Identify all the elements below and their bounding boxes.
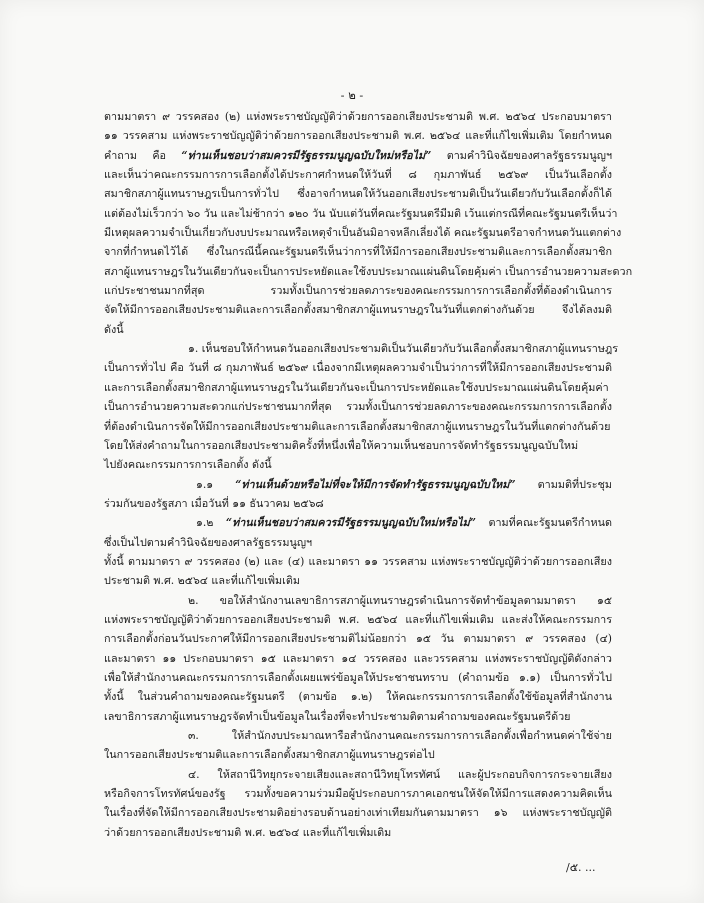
text-line: ทั้งนี้ ตามมาตรา ๙ วรรคสอง (๒) และ (๔) และมาตรา ๑๑ วรรคสาม แห่งพระราชบัญญัติว่าด้วยการออกเสียง [104,554,612,568]
text-line: ดังนี้ [104,322,124,336]
text-line: ๓. ให้สำนักงบประมาณหารือสำนักงานคณะกรรมการการเลือกตั้งเพื่อกำหนดค่าใช้จ่าย [188,729,612,742]
text-line: ๑.๒ “ท่านเห็นชอบว่าสมควรมีรัฐธรรมนูญฉบับใหม่หรือไม่” ตามที่คณะรัฐมนตรีกำหนด [196,516,612,530]
text-line: ร่วมกันของรัฐสภา เมื่อวันที่ ๑๑ ธันวาคม ๒๕๖๘ [104,496,324,510]
text-line: สมาชิกสภาผู้แทนราษฎรเป็นการทั่วไป ซึ่งอาจกำหนดให้วันออกเสียงประชามติเป็นวันเดียวกับวันเลือกตั้งก็ได้ [104,187,612,201]
text-line: หรือกิจการโทรทัศน์ของรัฐ รวมทั้งขอความร่วมมือผู้ประกอบการภาคเอกชนให้จัดให้มีการแสดงความคิดเห็น [104,787,612,801]
continuation-marker: /๕. ... [566,861,596,874]
text-line: เลขาธิการสภาผู้แทนราษฎรจัดทำเป็นข้อมูลในเรื่องที่จะทำประชามติตามคำถามของคณะรัฐมนตรีด้วย [104,709,571,723]
text-line: และการเลือกตั้งสมาชิกสภาผู้แทนราษฎรในวันเดียวกันจะเป็นการประหยัดและใช้งบประมาณแผ่นดินโดยคุ้มค่า [104,380,609,394]
text-line: แต่ต้องไม่เร็วกว่า ๖๐ วัน และไม่ช้ากว่า ๑๒๐ วัน นับแต่วันที่คณะรัฐมนตรีมีมติ เว้นแต่กรณีที่คณะรัฐมนตรีเห็นว่า [104,206,618,220]
text-line: ว่าด้วยการออกเสียงประชามติ พ.ศ. ๒๕๖๔ และที่แก้ไขเพิ่มเติม [104,825,392,839]
text-line: และมาตรา ๑๑ ประกอบมาตรา ๑๕ และมาตรา ๑๔ วรรคสอง และวรรคสาม แห่งพระราชบัญญัติดังกล่าว [104,651,612,665]
text-line: เป็นการอำนวยความสะดวกแก่ประชาชนมากที่สุด รวมทั้งเป็นการช่วยลดภาระของคณะกรรมการการเลือกตั้ง [104,400,612,414]
text-line: และเห็นว่าคณะกรรมการการเลือกตั้งได้ประกาศกำหนดให้วันที่ ๘ กุมภาพันธ์ ๒๕๖๙ เป็นวันเลือกตั้ง [104,168,612,182]
text-line: ตามมาตรา ๙ วรรคสอง (๒) แห่งพระราชบัญญัติว่าด้วยการออกเสียงประชามติ พ.ศ. ๒๕๖๔ ประกอบมาตรา [104,110,612,123]
text-line: เพื่อให้สำนักงานคณะกรรมการการเลือกตั้งเผยแพร่ข้อมูลให้ประชาชนทราบ (คำถามข้อ ๑.๑) เป็นการทั่วไป [104,670,612,684]
text-line: ๑. เห็นชอบให้กำหนดวันออกเสียงประชามติเป็นวันเดียวกับวันเลือกตั้งสมาชิกสภาผู้แทนราษฎร [188,342,618,356]
text-line: ๒. ขอให้สำนักงานเลขาธิการสภาผู้แทนราษฎรดำเนินการจัดทำข้อมูลตามมาตรา ๑๕ [188,593,612,607]
text-line: จากที่กำหนดไว้ได้ ซึ่งในกรณีนี้คณะรัฐมนตรีเห็นว่าการที่ให้มีการออกเสียงประชามติและการเลือกตั้งสมาชิก [104,245,612,259]
text-line: สภาผู้แทนราษฎรในวันเดียวกันจะเป็นการประหยัดและใช้งบประมาณแผ่นดินโดยคุ้มค่า เป็นการอำนวยความสะดวก [104,264,633,278]
text-line: มีเหตุผลความจำเป็นเกี่ยวกับงบประมาณหรือเหตุจำเป็นอันมิอาจหลีกเลี่ยงได้ คณะรัฐมนตรีอาจกำหนดวันแตกต่าง [104,226,622,240]
quoted-question: “ท่านเห็นด้วยหรือไม่ที่จะให้มีการจัดทำรัฐธรรมนูญฉบับใหม่” [235,477,516,491]
text-line: แห่งพระราชบัญญัติว่าด้วยการออกเสียงประชามติ พ.ศ. ๒๕๖๔ และที่แก้ไขเพิ่มเติม และส่งให้คณะกรรมการ [104,612,612,626]
text-line: ในการออกเสียงประชามติและการเลือกตั้งสมาชิกสภาผู้แทนราษฎรต่อไป [104,748,435,762]
quoted-question: “ท่านเห็นชอบว่าสมควรมีรัฐธรรมนูญฉบับใหม่หรือไม่” [181,148,432,162]
page-number: - ๒ - [340,88,364,102]
text-line: ซึ่งเป็นไปตามคำวินิจฉัยของศาลรัฐธรรมนูญฯ [104,535,313,549]
quoted-question: “ท่านเห็นชอบว่าสมควรมีรัฐธรรมนูญฉบับใหม่หรือไม่” [225,516,476,530]
text-line: แก่ประชาชนมากที่สุด รวมทั้งเป็นการช่วยลดภาระของคณะกรรมการการเลือกตั้งที่ต้องดำเนินการ [104,284,612,298]
text-line: คำถาม คือ “ท่านเห็นชอบว่าสมควรมีรัฐธรรมนูญฉบับใหม่หรือไม่” ตามคำวินิจฉัยของศาลรัฐธรรมนูญฯ [104,148,613,162]
document-body [104,107,633,842]
text-line: ประชามติ พ.ศ. ๒๕๖๔ และที่แก้ไขเพิ่มเติม [104,574,300,588]
text-line: ๑๑ วรรคสาม แห่งพระราชบัญญัติว่าด้วยการออกเสียงประชามติ พ.ศ. ๒๕๖๔ และที่แก้ไขเพิ่มเติม โดยกำหนด [104,129,612,143]
text-line: ๑.๑ “ท่านเห็นด้วยหรือไม่ที่จะให้มีการจัดทำรัฐธรรมนูญฉบับใหม่” ตามมติที่ประชุม [196,477,612,491]
text-line: จัดให้มีการออกเสียงประชามติและการเลือกตั้งสมาชิกสภาผู้แทนราษฎรในวันที่แตกต่างกันด้วย จึงได้ลงมติ [104,303,612,317]
text-line: ไปยังคณะกรรมการการเลือกตั้ง ดังนี้ [104,458,272,472]
text-line: ๔. ให้สถานีวิทยุกระจายเสียงและสถานีวิทยุโทรทัศน์ และผู้ประกอบกิจการกระจายเสียง [188,767,612,781]
text-line: เป็นการทั่วไป คือ วันที่ ๘ กุมภาพันธ์ ๒๕๖๙ เนื่องจากมีเหตุผลความจำเป็นว่าการที่ให้มีการออกเสียงประชามติ [104,361,612,375]
text-line: โดยให้ส่งคำถามในการออกเสียงประชามติครั้งที่หนึ่งเพื่อให้ความเห็นชอบการจัดทำรัฐธรรมนูญฉบับใหม่ [104,438,579,452]
text-line: ทั้งนี้ ในส่วนคำถามของคณะรัฐมนตรี (ตามข้อ ๑.๒) ให้คณะกรรมการการเลือกตั้งใช้ข้อมูลที่สำนักงาน [104,690,612,704]
text-line: การเลือกตั้งก่อนวันประกาศให้มีการออกเสียงประชามติไม่น้อยกว่า ๑๕ วัน ตามมาตรา ๙ วรรคสอง (๔) [104,632,612,646]
text-line: ที่ต้องดำเนินการจัดให้มีการออกเสียงประชามติและการเลือกตั้งสมาชิกสภาผู้แทนราษฎรในวันที่แตกต่างกันด้วย [104,419,611,433]
text-line: ในเรื่องที่จัดให้มีการออกเสียงประชามติอย่างรอบด้านอย่างเท่าเทียมกันตามมาตรา ๑๖ แห่งพระราชบัญญัติ [104,806,612,820]
